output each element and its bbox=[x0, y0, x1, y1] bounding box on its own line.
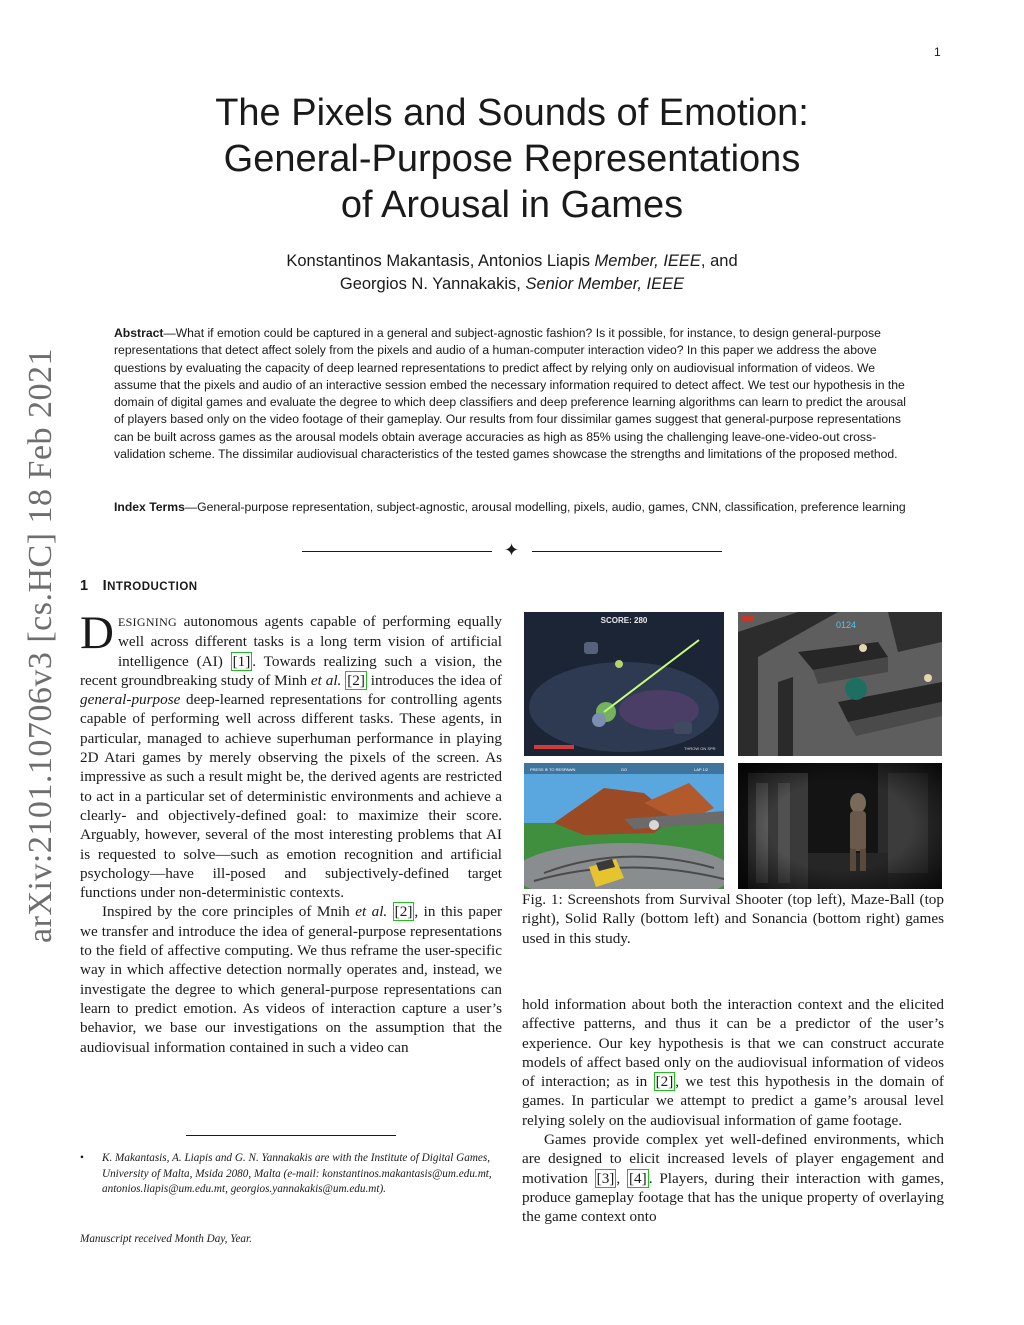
authors-line-1: Konstantinos Makantasis, Antonios Liapis bbox=[286, 252, 595, 270]
citation-link[interactable]: [2] bbox=[394, 903, 413, 921]
right-column bbox=[522, 995, 944, 1227]
citation-link[interactable]: [4] bbox=[628, 1169, 647, 1187]
arxiv-stamp: arXiv:2101.10706v3 [cs.HC] 18 Feb 2021 bbox=[22, 347, 59, 943]
footnote-text: K. Makantasis, A. Liapis and G. N. Yannakakis are with the Institute of Digital Games, University of Malta, Msida 2080, Malta (e-mail: konstantinos.makantasis@um.edu.mt, antonios.liapis@um.edu.mt, georgios.yannakakis@um.edu.mt). bbox=[102, 1152, 492, 1195]
authors-line-2: Georgios N. Yannakakis, bbox=[339, 275, 526, 293]
abstract-text: —What if emotion could be captured in a general and subject-agnostic fashion? Is it possible, for instance, to design general-purpose representations that detect affect solely from the pixels and audio of a human-computer interaction video? In this paper we address the above questions by evaluating the capacity of deep learned representations to predict affect by relying only on audiovisual information of videos. We assume that the pixels and audio of an interactive session embed the necessary information required to detect affect. We test our hypothesis in the domain of digital games and evaluate the degree to which deep classifiers and deep preference learning algorithms can learn to predict the arousal of players based only on the video footage of their gameplay. Our results from four dissimilar games suggest that general-purpose representations can be built across games as the arousal models obtain average accuracies as high as 85% using the challenging leave-one-video-out cross-validation scheme. The dissimilar audiovisual characteristics of the tested games showcase the strengths and limitations of the proposed method. bbox=[114, 326, 906, 462]
abstract-label: Abstract bbox=[114, 326, 164, 340]
title-line-3: of Arousal in Games bbox=[340, 184, 684, 226]
figure-1 bbox=[522, 612, 944, 890]
shot1-bottom-label: THROW ON SPR bbox=[684, 746, 716, 751]
section-title-initial: I bbox=[102, 578, 108, 594]
shot3-go-label: GO bbox=[620, 767, 628, 772]
index-terms-label: Index Terms bbox=[114, 500, 185, 514]
paper-title bbox=[150, 90, 874, 228]
manuscript-note: Manuscript received Month Day, Year. bbox=[80, 1233, 252, 1245]
section-number: 1 bbox=[80, 578, 89, 594]
sonancia-screenshot bbox=[738, 763, 942, 889]
citation-link[interactable]: [2] bbox=[655, 1073, 674, 1091]
intro-paragraph-3: hold information about both the interaction context and the elicited affective patterns, and thus it can be a predictor of the user’s experience. Our key hypothesis is that we can construct accurate models of affect based only on the audiovisual information of videos of interaction; as in [2] , we test this hypothesis in the domain of games. In particular we attempt to predict a game’s arousal level relying solely on the audiovisual information of game footage. bbox=[522, 996, 944, 1129]
page-number: 1 bbox=[934, 45, 941, 59]
author-affiliation-footnote bbox=[80, 1151, 502, 1198]
separator-star-icon: ✦ bbox=[504, 540, 520, 561]
shot2-timer: 0124 bbox=[835, 620, 857, 630]
title-line-2: General-Purpose Representations bbox=[223, 138, 801, 180]
abstract bbox=[114, 325, 910, 463]
citation-link[interactable]: [2] bbox=[347, 671, 365, 689]
solid-rally-screenshot bbox=[524, 763, 724, 889]
index-terms bbox=[114, 499, 910, 516]
separator-line-left bbox=[302, 551, 492, 552]
title-line-1: The Pixels and Sounds of Emotion: bbox=[215, 92, 809, 134]
footnote-bullet: • bbox=[80, 1152, 84, 1164]
author-list bbox=[150, 250, 874, 296]
citation-link[interactable]: [1] bbox=[232, 652, 251, 670]
survival-shooter-screenshot bbox=[524, 612, 724, 756]
left-column bbox=[80, 607, 503, 1057]
figure-caption: Fig. 1: Screenshots from Survival Shooter (top left), Maze-Ball (top right), Solid Rally (bottom left) and Sonancia (bottom right) games used in this study. bbox=[522, 891, 944, 947]
author-membership-2: Senior Member, IEEE bbox=[525, 275, 685, 293]
intro-paragraph-4: Games provide complex yet well-defined environments, which are designed to elicit increased levels of player engagement and motivation [3] , [4] . Players, during their interaction with games, produce gameplay footage that has the unique property of overlaying the game context onto bbox=[522, 1131, 944, 1226]
shot3-lap-label: LAP 1/2 bbox=[694, 767, 709, 772]
footnote-rule bbox=[186, 1135, 396, 1136]
intro-paragraph-1: DESIGNING autonomous agents capable of performing equally well across different tasks is a long term vision of artificial intelligence (AI) [1] . Towards realizing such a vision, the recent groundbreaking study of Minh et al. [2] introduces the idea of general-purpose deep-learned representations for controlling agents capable of performing well across different tasks. These agents, in particular, managed to achieve superhuman performance in playing 2D Atari games by merely observing the pixels of the screen. As impressive as such a result might be, the derived agents are restricted to act in a particular set of deterministic environments and achieve a clearly- and objectively-defined goal: to maximize their score. Arguably, however, several of the most interesting problems that AI is requested to solve—such as emotion recognition and artificial psychology—have ill-posed and subjectively-defined target functions under non-deterministic contexts. bbox=[80, 607, 503, 902]
author-membership-1: Member, IEEE bbox=[594, 252, 701, 270]
citation-link[interactable]: [3] bbox=[596, 1169, 615, 1187]
drop-cap: D bbox=[80, 607, 114, 659]
section-title-rest: NTRODUCTION bbox=[107, 581, 198, 593]
index-terms-text: —General-purpose representation, subject-agnostic, arousal modelling, pixels, audio, games, CNN, classification, preference learning bbox=[184, 500, 906, 514]
dropcap-smallcaps: ESIGNING bbox=[117, 615, 178, 629]
section-separator bbox=[302, 542, 722, 560]
authors-line-1-end: , and bbox=[700, 252, 738, 270]
separator-line-right bbox=[532, 551, 722, 552]
shot3-respawn-label: PRESS ⊕ TO RESPAWN bbox=[530, 767, 576, 772]
section-heading bbox=[80, 578, 198, 594]
shot1-score-label: SCORE: 280 bbox=[600, 616, 648, 625]
maze-ball-screenshot bbox=[738, 612, 942, 756]
intro-paragraph-2: Inspired by the core principles of Mnih et al. [2] , in this paper we transfer and introduce the idea of general-purpose representations to the field of affective computing. We thus reframe the user-specific way in which affective detection normally operates and, instead, we investigate the degree to which general-purpose representations can learn to predict emotion. As videos of interaction capture a user’s behavior, we base our investigations on the assumption that the audiovisual information contained in such a video can bbox=[80, 903, 502, 1056]
